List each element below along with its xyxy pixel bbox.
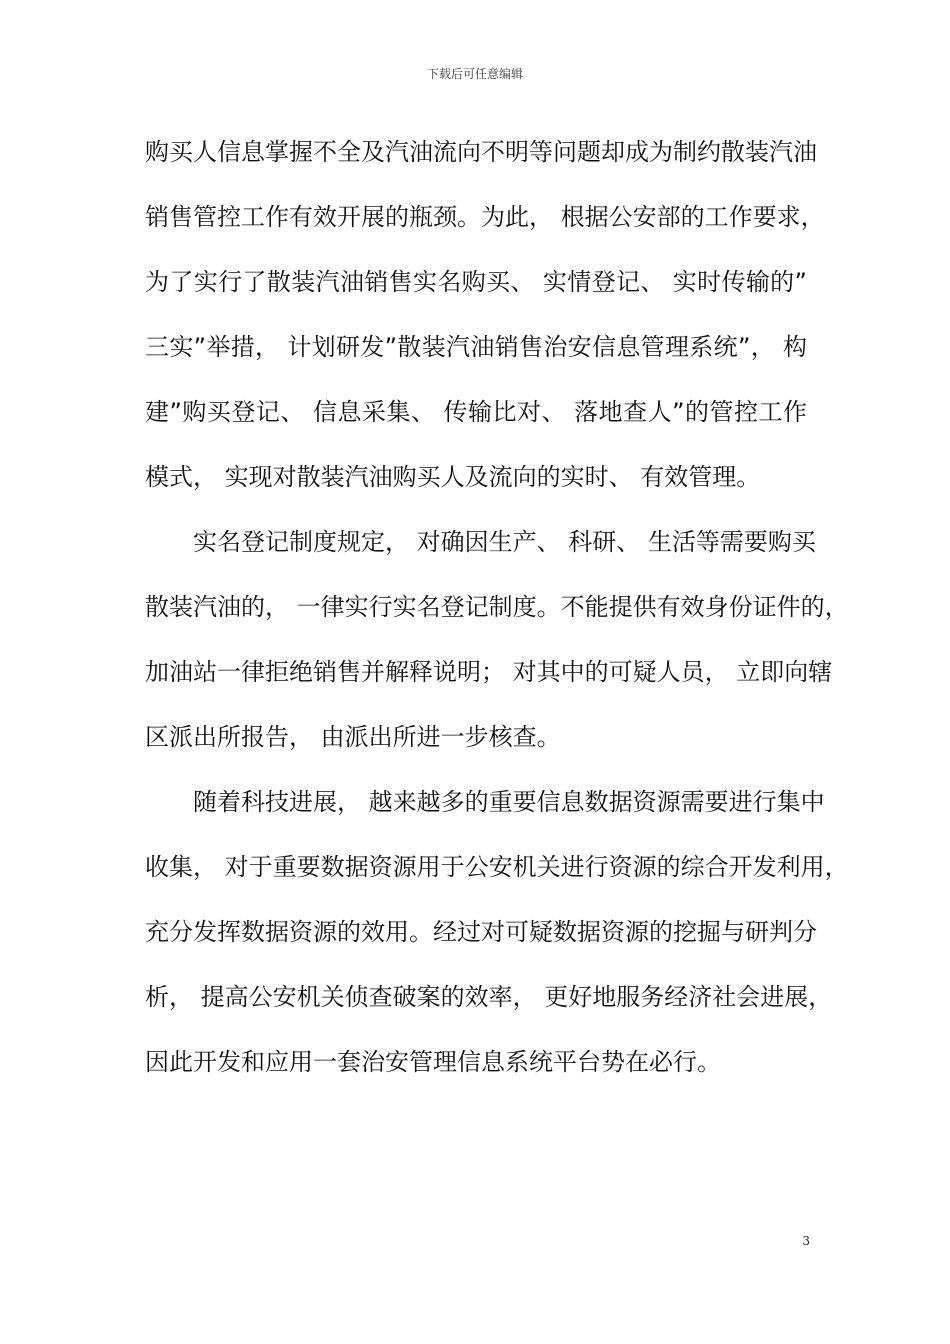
page-number: 3 <box>802 1234 810 1248</box>
body-line-6: 模式， 实现对散装汽油购买人及流向的实时、 有效管理。 <box>145 463 761 491</box>
body-line-12: 收集， 对于重要数据资源用于公安机关进行资源的综合开发利用， <box>145 853 849 881</box>
body-line-14: 析， 提高公安机关侦查破案的效率， 更好地服务经济社会进展， <box>145 983 833 1011</box>
body-line-1: 购买人信息掌握不全及汽油流向不明等问题却成为制约散装汽油 <box>145 138 817 166</box>
body-line-3: 为了实行了散装汽油销售实名购买、 实情登记、 实时传输的” <box>145 268 807 296</box>
body-line-15: 因此开发和应用一套治安管理信息系统平台势在必行。 <box>145 1048 721 1076</box>
body-line-11: 随着科技进展， 越来越多的重要信息数据资源需要进行集中 <box>193 788 825 816</box>
body-line-10: 区派出所报告， 由派出所进一步核查。 <box>145 723 561 751</box>
body-line-13: 充分发挥数据资源的效用。经过对可疑数据资源的挖掘与研判分 <box>145 918 817 946</box>
body-line-2: 销售管控工作有效开展的瓶颈。为此， 根据公安部的工作要求， <box>145 203 825 231</box>
body-line-9: 加油站一律拒绝销售并解释说明； 对其中的可疑人员， 立即向辖 <box>145 658 833 686</box>
body-line-7: 实名登记制度规定， 对确因生产、 科研、 生活等需要购买 <box>193 528 816 556</box>
page-header: 下载后可任意编辑 <box>426 67 523 81</box>
body-line-5: 建”购买登记、 信息采集、 传输比对、 落地查人”的管控工作 <box>145 398 807 426</box>
body-line-8: 散装汽油的， 一律实行实名登记制度。不能提供有效身份证件的， <box>145 593 849 621</box>
body-line-4: 三实”举措， 计划研发”散装汽油销售治安信息管理系统”， 构 <box>145 333 807 361</box>
document-body <box>145 128 849 1103</box>
